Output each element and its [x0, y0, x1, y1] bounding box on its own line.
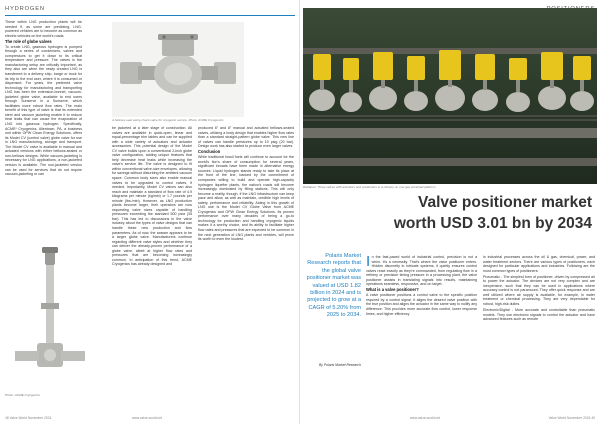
- conclusion-heading: Conclusion: [198, 149, 221, 155]
- article-column-2: [112, 126, 192, 416]
- body-paragraph: A valve positioner positions a control valve to the specific position required by a control signal. It aligns the desired valve position with the true position and aligns the actuator in the same way to nullify any difference. This provides more accurate flow control, lower response times, and higher efficiency: [366, 293, 477, 316]
- article-column-2: [366, 255, 477, 417]
- extended-stem-valve-photo: [5, 245, 91, 391]
- pneumatic-paragraph: Pneumatic - The simplest form of positioner, driven by compressed air to power the actuator. The devices are not very complex and are inexpensive, such that they can be used in applications where accuracy control is not paramount. They offer quick response and are well utilized where air supply is available, for example, in water treatment or chemical processing. They are very dependable for robust, high-risk duties.: [483, 274, 595, 306]
- body-paragraph: in industrial processes across the oil & gas, chemical, power, and water treatment sectors. There are various types of positioners, each designed for particular applications and industries. Following are the most common types of positioners:: [483, 255, 595, 273]
- section-heading: What is a valve positioner?: [366, 287, 419, 293]
- right-page: [300, 0, 600, 424]
- page-footer-right: Valve World November 2024 49: [548, 416, 595, 420]
- swing-check-valve-photo: [112, 22, 244, 117]
- article-headline: Valve positioner market worth USD 3.01 bn by 2034: [393, 194, 592, 232]
- body-paragraph: While traditional fossil fuels will continue to account for the world's lion's share of consumption for several years, significant inroads have been made in alternative energy sources. Liquid hydrogen stands ready to take its place at the front of the line, backed by the commitment of companies willing to build and operate high-capacity hydrogen liquefier plants, the nation's roads will become increasingly dominated by filling stations. This will only become a reality, though, if the LNG infrastructure can keep pace and allow, as well as maintain, credible high levels of safety, performance and reliability. Aiding in this growth of LNG use is the Model CV Globe Valve from ACME Cryogenics and OPW Clean Energy Solutions. Its proven performance over many decades of being a go-to technology for production and handling cryogenic liquids makes it a worthy choice, and its ability to facilitate higher flow rates and pressures that are expected to be common in the next generation of LNG plants and vehicles, will prove its worth to even the loudest.: [198, 155, 294, 242]
- drop-cap: I: [366, 255, 371, 270]
- header-rule: [5, 15, 295, 16]
- section-tag: HYDROGEN: [5, 6, 45, 12]
- article-column-1: [5, 20, 82, 240]
- vertical-photo-caption: Photo: ACME Cryogenics: [5, 393, 40, 397]
- electronic-paragraph: Electronic/Digital - More accurate and controllable than pneumatic models. They use electronic signals to control the actuator and have advanced features such as remote: [483, 308, 595, 322]
- main-photo-caption: Rathauer: Three valves with actuators and positioners in a refinery on one gas workload platform: [303, 185, 436, 189]
- intro-paragraph: [366, 255, 477, 287]
- intro-paragraph: These within LNG production plants will be needed if, as some are predicting, LNG-powered vehicles are to become as common as electric vehicles on the world's roads.: [5, 20, 82, 38]
- body-paragraph: produced 6" and 8" manual and actuated bellows-sealed valves, utilizing a body design that enables higher flow rates than a standard straight-pattern globe valve. This new line of valves can handle pressures up to 10 psig (20 bar). Design work has also started to produce even larger valves.: [198, 126, 294, 149]
- pull-quote: Polaris Market Research reports that the global valve positioner market was valued at USD 1.82 billion in 2024 and is projected to grow at a CAGR of 5.20% from 2025 to 2034.: [306, 253, 361, 319]
- intro-text: n the fast-paced world of industrial control, precision is not a whim. It's a necessity. That's where the valve positioner enters. Hidden discreetly in intricate systems, it quietly ensures control valves react exactly as they're commanded, from regulating flow in a refinery or precision timing pressure in a processing plant, the valve positioner assists in translating signals into results, maintaining operations seamless, responsive, and on target.: [366, 255, 477, 287]
- article-byline: By Polaris Market Research: [318, 363, 361, 367]
- article-column-3: [198, 126, 294, 416]
- section-heading: The role of globe valves: [5, 38, 52, 44]
- valve-positioners-photo: [303, 8, 597, 184]
- page-footer-left: 48 Valve World November 2024: [5, 416, 52, 420]
- page-footer-url: www.valve-world.net: [132, 416, 163, 420]
- page-footer-url: www.valve-world.net: [410, 416, 441, 420]
- article-column-3: [483, 255, 595, 417]
- body-paragraph: To create LNG, gaseous hydrogen is pumped through a series of condensers, valves and compressors to get it down to its critical temperature and pressure. The valves in the manufacturing setup are critically important, as they also are when the newly created LNG is transferred to a delivery ship, barge or truck for its trip to the end user, where it is consumed or dispensed. For years, the preferred valve technology for manufacturing and transporting LNG has been the extension-bonnet, vacuum-jacketed globe valve, available to end users through Sunserve in a Sunserve, which facilitates more robust flow rates. The main benefit of this type of valve is that its extended stem and vacuum jacketing enable it to reduce heat leaks that can cause the evaporation of LNG into gaseous hydrogen. Specifically, ACME* Cryogenics, Allentown, PA, a business unit within OPW Clean Energy Solutions, offers its Model CV (control valve) globe valve for use in LNG manufacturing, storage and transport. The Model CV valve is available in manual and actuated versions with either bellows-sealed or non-bellows designs. While vacuum-jacketing is necessary for LNG applications, a non-jacketed version is available. The non-jacketed version can be used for services that do not require vacuum-jacketing or can: [5, 44, 82, 177]
- body-paragraph: be jacketed at a later stage of construction. All valves are available in quick-open, linear and equal-percentage trim tables and can be supplied with a wide variety of actuators and actuator accessories. This potential design of the Model CV valve builds upon a conventional 2-inch globe valve configuration, adding unique features that help decrease heat leaks while increasing the valve's service life. The valve is designed to fit within conventional valve-size envelopes, allowing for savings without disturbing the ambient vacuum space. Common body sizes also enable manual valves to be upgraded to control valves, if needed. Importantly, Model CV valves can also reach and maintain a standard of flow rate of 4.9 kilograms per minute (kg/min) or 1.7 pounds per minute (lbs./min). However, as LNG production plants become larger, their operators are now requesting valve sizes capable of handling pressures exceeding the standard 500 psia (35 bar). This has led to discussions in the valve industry about the types of valve designs that can handle these new production and flow parameters. As of now, the answer appears to be a larger globe valve. Manufacturers continue regarding different valve styles and whether they can deliver the already-proven performance of a globe valve, albeit at higher flow rates and pressures that are becoming increasingly common. In anticipation of this trend, ACME Cryogenics has already designed and: [112, 126, 192, 267]
- valve-photo-caption: A bellows-seal swing check valve for cryogenic service. Photo: ACME Cryogenics: [112, 118, 224, 122]
